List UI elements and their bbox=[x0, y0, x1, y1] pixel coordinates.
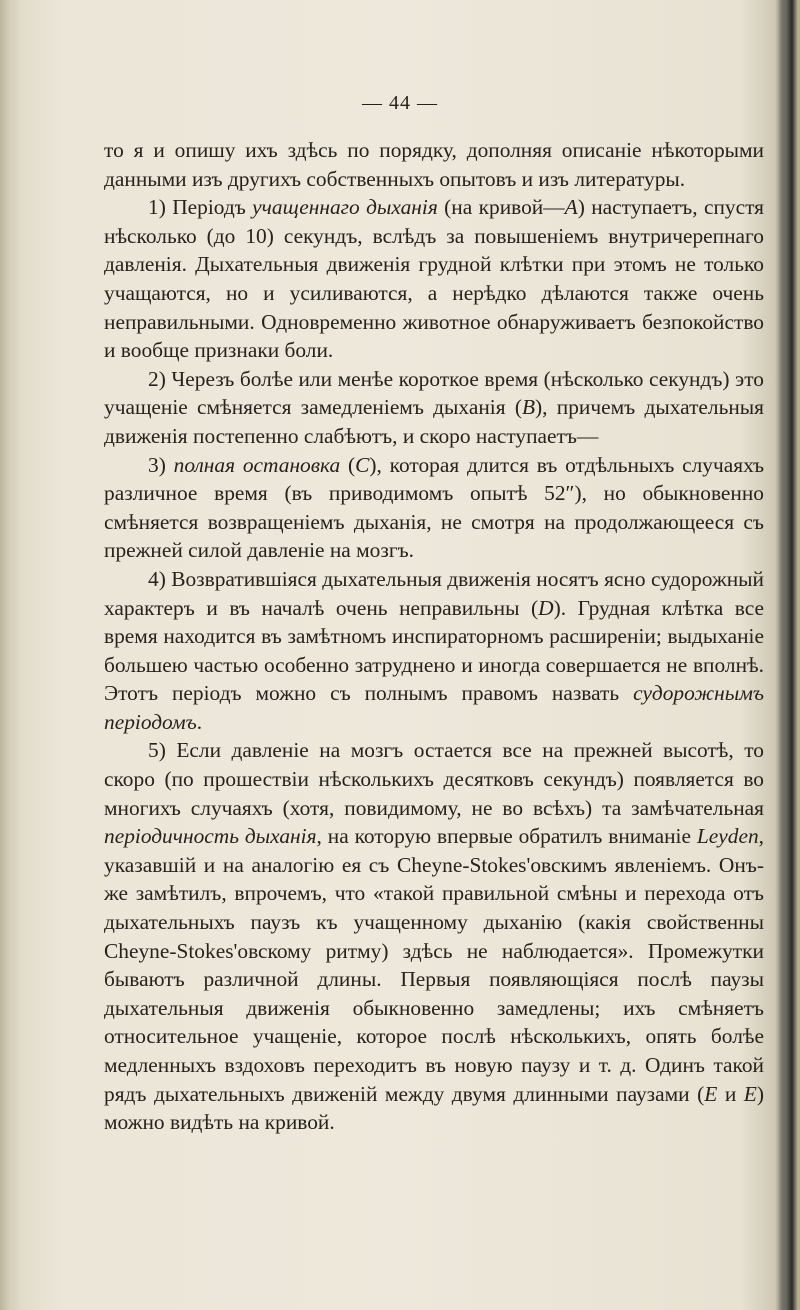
body-text bbox=[104, 136, 764, 1137]
italic-run: E bbox=[743, 1081, 757, 1106]
text-run: , указавшій и на аналогію ея съ Cheyne-Stokes'овскимъ явленіемъ. Онъ-же замѣтилъ, впрочемъ, что «такой правильной смѣны и перехода отъ дыхательныхъ паузъ къ учащенному дыханію (какія свойственны Cheyne-Stokes'овскому ритму) здѣсь не наблюдается». Промежутки бываютъ различной длины. Первыя появляющіяся послѣ паузы дыхательныя движенія обыкновенно замедлены; ихъ смѣняетъ относительное учащеніе, которое послѣ нѣсколькихъ, опять болѣе медленныхъ вздоховъ переходитъ въ новую паузу и т. д. Одинъ такой рядъ дыхательныхъ движеній между двумя длинными паузами ( bbox=[104, 824, 765, 1106]
paragraph-intro: то я и опишу ихъ здѣсь по порядку, дополняя описаніе нѣкоторыми данными изъ другихъ собственныхъ опытовъ и изъ литературы. bbox=[104, 138, 764, 191]
italic-run: C bbox=[355, 452, 370, 477]
book-spine-edge bbox=[778, 0, 800, 1310]
text-run: 2) Черезъ болѣе или менѣе короткое время (нѣсколько секундъ) это учащеніе смѣняется замедленіемъ дыханія ( bbox=[104, 366, 764, 420]
text-run: 4) Возвратившіяся дыхательныя движенія носятъ ясно судорожный характеръ и въ началѣ очень неправильны ( bbox=[104, 566, 764, 620]
text-run: ), причемъ дыхательныя движенія постепенно слабѣютъ, и скоро наступаетъ— bbox=[104, 395, 764, 448]
text-run: , на которую впервые обратилъ вниманіе bbox=[316, 824, 697, 849]
paragraph-period-2 bbox=[104, 365, 764, 451]
text-run: 5) Если давленіе на мозгъ остается все на прежней высотѣ, то скоро (по прошествіи нѣсколькихъ десятковъ секундъ) появляется во многихъ случаяхъ (хотя, повидимому, не во всѣхъ) та замѣчательная bbox=[104, 738, 764, 820]
italic-run: B bbox=[521, 395, 536, 420]
text-run: ( bbox=[340, 452, 356, 477]
text-run: 3) bbox=[148, 452, 174, 477]
text-run: (на кривой— bbox=[437, 195, 565, 220]
page-left-shadow bbox=[0, 0, 22, 1310]
text-run: . bbox=[196, 709, 203, 734]
italic-run: A bbox=[564, 195, 578, 220]
text-run: ). Грудная клѣтка все время находится въ замѣтномъ инспираторномъ расширеніи; выдыханіе большею частью особенно затруднено и иногда совершается не вполнѣ. Этотъ періодъ можно съ полнымъ правомъ назвать bbox=[104, 595, 764, 706]
italic-run: періодичность дыханія bbox=[104, 824, 317, 849]
paragraph-period-5 bbox=[104, 736, 764, 1136]
page-number: — 44 — bbox=[362, 92, 438, 114]
text-run: ) наступаетъ, спустя нѣсколько (до 10) секундъ, вслѣдъ за повышеніемъ внутричерепнаго давленія. Дыхательныя движенія грудной клѣтки при этомъ не только учащаются, но и усиливаются, а нерѣдко дѣлаются также очень неправильными. Одновременно животное обнаруживаетъ безпокойство и вообще признаки боли. bbox=[104, 195, 764, 363]
italic-run: полная остановка bbox=[173, 452, 341, 477]
italic-run: Leyden bbox=[696, 824, 759, 849]
italic-run: учащеннаго дыханія bbox=[252, 195, 438, 220]
italic-run: D bbox=[538, 595, 554, 620]
italic-run: E bbox=[704, 1081, 718, 1106]
paragraph-period-3 bbox=[104, 451, 764, 565]
paragraph-period-1 bbox=[104, 193, 764, 365]
text-run: 1) Періодъ bbox=[148, 195, 253, 220]
text-run: и bbox=[717, 1081, 744, 1106]
italic-run: судорожнымъ періодомъ bbox=[104, 681, 764, 734]
paragraph-period-4 bbox=[104, 565, 764, 737]
text-run: ) можно видѣть на кривой. bbox=[104, 1081, 764, 1135]
text-run: ), которая длится въ отдѣльныхъ случаяхъ различное время (въ приводимомъ опытѣ 52″), но обыкновенно смѣняется возвращеніемъ дыханія, не смотря на продолжающееся съ прежней силой давленіе на мозгъ. bbox=[104, 452, 765, 563]
